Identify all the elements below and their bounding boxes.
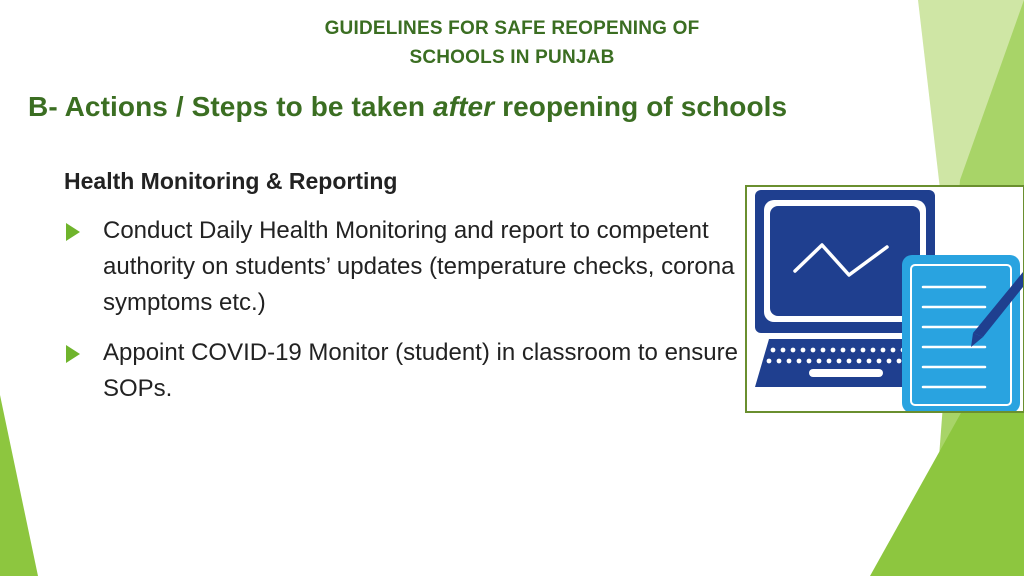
header-line-2: SCHOOLS IN PUNJAB [409,47,615,68]
section-title [28,91,787,123]
bullet-list [64,213,754,421]
illustration-svg [747,187,1023,411]
bullet-text: Appoint COVID-19 Monitor (student) in classroom to ensure SOPs. [103,339,738,402]
subheading: Health Monitoring & Reporting [64,168,398,194]
bullet-item [64,213,754,321]
computer-report-illustration [745,185,1024,413]
bullet-arrow-icon [66,345,80,363]
slide-header [262,14,762,72]
section-title-suffix: reopening of schools [494,91,788,122]
section-title-prefix: B- Actions / Steps to be taken [28,91,434,122]
left-accent-stripe [0,395,38,576]
header-line-1: GUIDELINES FOR SAFE REOPENING OF [324,18,700,39]
bullet-item [64,335,754,407]
clipboard-report-icon [902,255,1020,411]
bullet-text: Conduct Daily Health Monitoring and report to competent authority on students’ updates (temperature checks, corona symptoms etc.) [103,217,735,316]
section-title-emphasis: after [433,91,495,122]
bullet-arrow-icon [66,223,80,241]
